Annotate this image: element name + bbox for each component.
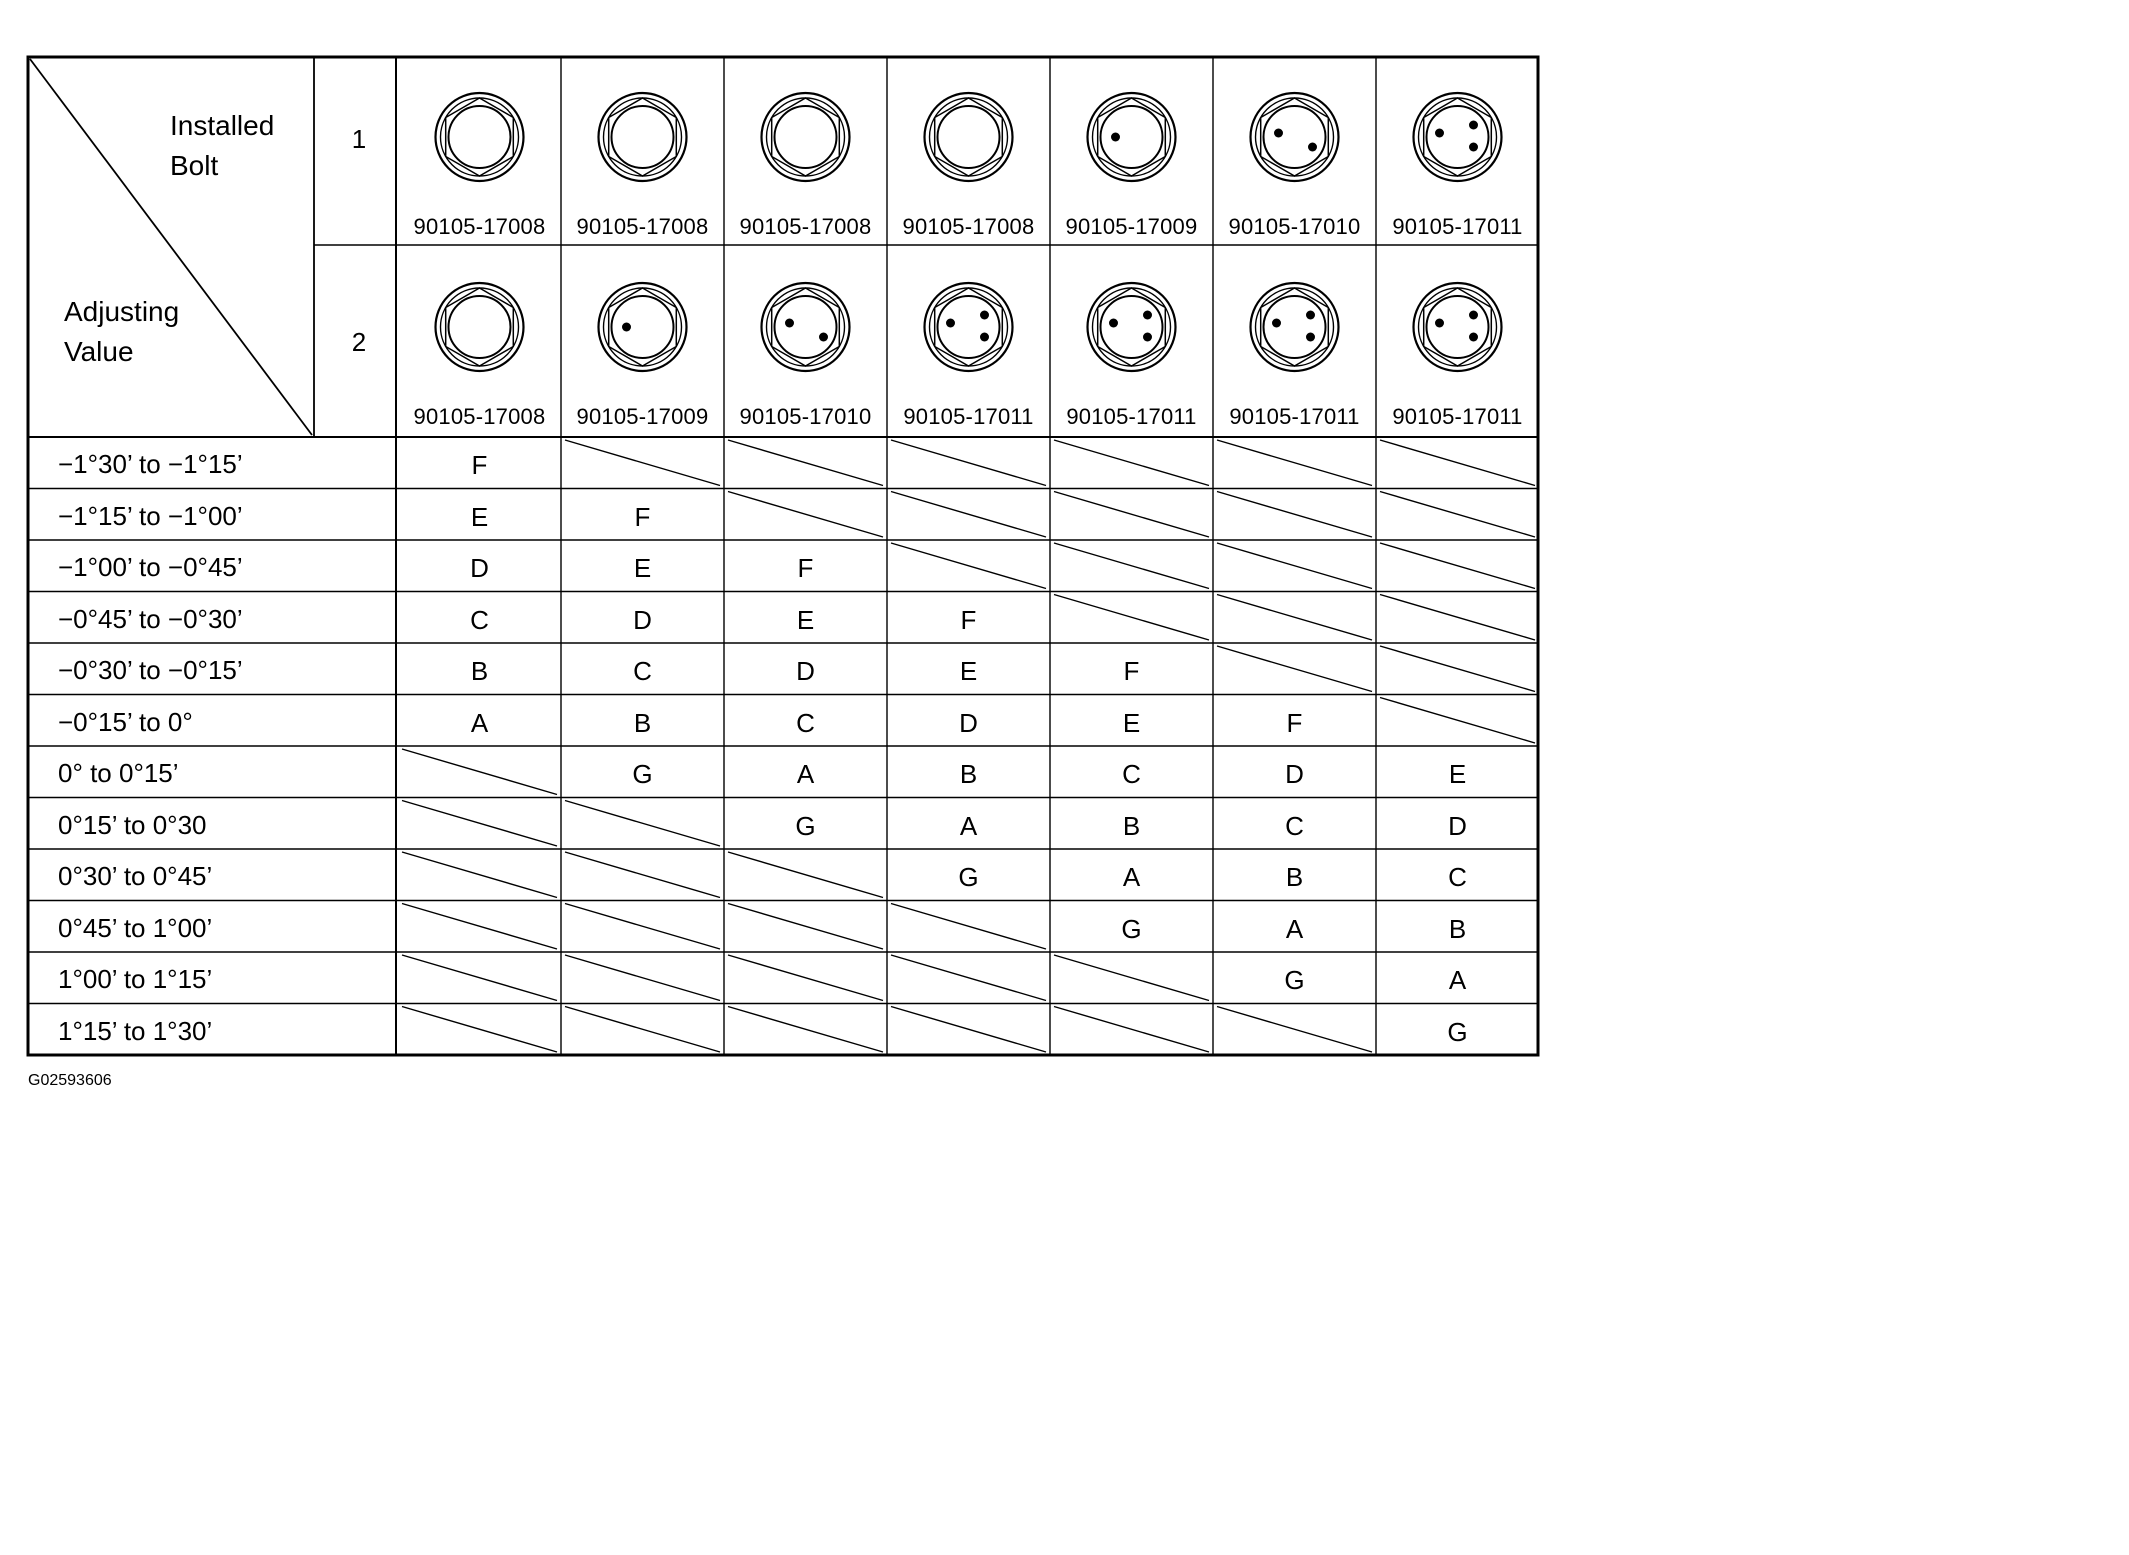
grade-cell: G [1447,1016,1468,1047]
grade-cell: F [471,450,488,480]
not-applicable-slash [1380,595,1535,641]
grade-cell: E [1448,759,1467,789]
not-applicable-slash [728,955,883,1001]
bolt-1-5-dot-1 [1111,133,1120,142]
bolt-2-3-dot-2 [819,333,828,342]
grade-cell: C [1122,759,1141,789]
not-applicable-slash [891,955,1046,1001]
grade-cell: C [1285,810,1304,841]
not-applicable-slash [891,543,1046,589]
not-applicable-slash [402,955,557,1001]
adjust-range-label: 1°15’ to 1°30’ [58,1015,213,1046]
adjust-range-label: −0°30’ to −0°15’ [58,655,243,685]
not-applicable-slash [1054,440,1209,486]
part-number-2-4: 90105-17011 [903,404,1034,429]
bolt-2-4-dot-2 [980,311,989,320]
bolt-1-1-shank-circle [449,106,511,168]
grade-cell: A [1122,862,1141,892]
bolt-2-4-shank-circle [938,296,1000,358]
not-applicable-slash [1380,543,1535,589]
bolt-1-7-shank-circle [1427,106,1489,168]
grade-cell: A [470,707,489,738]
not-applicable-slash [728,492,883,538]
adjust-range-label: −1°00’ to −0°45’ [58,552,243,582]
not-applicable-slash [402,801,557,847]
not-applicable-slash [1054,595,1209,641]
part-number-1-2: 90105-17008 [576,214,709,239]
not-applicable-slash [1217,646,1372,692]
bolt-2-1-shank-circle [449,296,511,358]
adjust-range-label: −0°45’ to −0°30’ [58,603,243,634]
grade-cell: D [959,707,978,738]
grade-cell: F [1123,656,1140,686]
grade-cell: D [1285,759,1304,789]
grade-cell: C [1448,862,1467,892]
bolt-2-5-hex-head [1098,288,1166,366]
not-applicable-slash [565,1007,720,1053]
grade-cell: E [470,501,489,532]
not-applicable-slash [402,904,557,950]
bolt-2-4-inner-ring [930,288,1008,366]
bolt-1-5-shank-circle [1101,106,1163,168]
adjust-range-label: 0°45’ to 1°00’ [58,912,213,943]
bolt-2-3-dot-1 [785,319,794,328]
installed-label-line1: Installed [170,110,275,141]
not-applicable-slash [1217,1007,1372,1053]
not-applicable-slash [565,440,720,486]
grade-cell: G [1121,913,1142,944]
bolt-1-6-hex-head [1261,98,1329,176]
not-applicable-slash [565,801,720,847]
bolt-1-5-inner-ring [1093,98,1171,176]
bolt-2-3-hex-head [772,288,840,366]
bolt-2-5-inner-ring [1093,288,1171,366]
grade-cell: E [796,604,815,635]
adjusting-value-label [64,292,179,372]
not-applicable-slash [565,852,720,898]
figure-id: G02593606 [28,1072,112,1089]
part-number-1-6: 90105-17010 [1228,214,1361,239]
bolt-1-2-shank-circle [612,106,674,168]
grade-cell: D [1448,810,1467,841]
installed-bolt-label [170,106,274,186]
not-applicable-slash [402,749,557,795]
grade-cell: D [470,553,489,583]
bolt-1-6-dot-2 [1308,143,1317,152]
bolt-row-2-number: 2 [351,327,367,357]
not-applicable-slash [1380,646,1535,692]
not-applicable-slash [1054,543,1209,589]
bolt-1-7-hex-head [1424,98,1492,176]
bolt-1-3-inner-ring [767,98,845,176]
not-applicable-slash [565,904,720,950]
bolt-2-2-shank-circle [612,296,674,358]
not-applicable-slash [891,904,1046,950]
part-number-1-4: 90105-17008 [902,214,1035,239]
bolt-2-6-dot-1 [1272,319,1281,328]
bolt-1-1-inner-ring [441,98,519,176]
part-number-2-3: 90105-17010 [739,404,872,429]
not-applicable-slash [1054,955,1209,1001]
not-applicable-slash [728,904,883,950]
bolt-2-1-hex-head [446,288,514,366]
bolt-2-6-inner-ring [1256,288,1334,366]
bolt-1-3-hex-head [772,98,840,176]
adjust-range-label: 0°15’ to 0°30 [58,809,207,840]
adjust-range-label: 1°00’ to 1°15’ [58,964,213,994]
grade-cell: F [1286,707,1303,738]
bolt-2-2-dot-1 [622,323,631,332]
table-border [28,57,1538,1055]
bolt-2-5-shank-circle [1101,296,1163,358]
bolt-2-7-hex-head [1424,288,1492,366]
part-number-2-2: 90105-17009 [576,404,709,429]
part-number-1-1: 90105-17008 [413,214,546,239]
bolt-2-1-inner-ring [441,288,519,366]
grade-cell: G [958,862,979,892]
adjust-range-label: −1°15’ to −1°00’ [58,500,243,531]
bolt-1-2-hex-head [609,98,677,176]
grade-cell: E [959,656,978,686]
bolt-2-7-dot-1 [1435,319,1444,328]
bolt-2-2-inner-ring [604,288,682,366]
not-applicable-slash [1217,440,1372,486]
bolt-2-7-shank-circle [1427,296,1489,358]
bolt-2-5-dot-2 [1143,311,1152,320]
grade-cell: B [633,707,652,738]
bolt-2-2-hex-head [609,288,677,366]
not-applicable-slash [1380,492,1535,538]
bolt-2-7-dot-3 [1469,333,1478,342]
grade-cell: A [796,759,815,789]
bolt-1-1-hex-head [446,98,514,176]
grade-cell: C [796,707,815,738]
bolt-2-3-shank-circle [775,296,837,358]
grade-cell: B [959,759,978,789]
grade-cell: F [960,604,977,635]
part-number-1-7: 90105-17011 [1392,214,1523,239]
bolt-1-6-dot-1 [1274,129,1283,138]
bolt-1-6-inner-ring [1256,98,1334,176]
bolt-2-3-inner-ring [767,288,845,366]
part-number-1-5: 90105-17009 [1065,214,1198,239]
bolt-1-7-dot-3 [1469,143,1478,152]
bolt-1-7-inner-ring [1419,98,1497,176]
grade-cell: F [797,553,814,583]
bolt-1-5-hex-head [1098,98,1166,176]
grade-cell: F [634,501,651,532]
part-number-2-6: 90105-17011 [1229,404,1360,429]
grade-cell: G [795,810,816,841]
installed-label-line2: Bolt [170,150,219,181]
not-applicable-slash [728,1007,883,1053]
adjust-range-label: 0°30’ to 0°45’ [58,861,213,891]
grade-cell: A [1448,965,1467,995]
grade-cell: E [633,553,652,583]
bolt-1-4-hex-head [935,98,1003,176]
not-applicable-slash [1054,492,1209,538]
bolt-2-7-inner-ring [1419,288,1497,366]
grade-cell: A [959,810,978,841]
not-applicable-slash [728,440,883,486]
grade-cell: E [1122,707,1141,738]
not-applicable-slash [402,852,557,898]
part-number-2-5: 90105-17011 [1066,404,1197,429]
bolt-1-7-dot-1 [1435,129,1444,138]
part-number-2-1: 90105-17008 [413,404,546,429]
not-applicable-slash [728,852,883,898]
adjust-range-label: −0°15’ to 0° [58,706,193,737]
bolt-2-6-dot-2 [1306,311,1315,320]
bolt-2-5-dot-1 [1109,319,1118,328]
bolt-2-6-shank-circle [1264,296,1326,358]
bolt-1-3-shank-circle [775,106,837,168]
not-applicable-slash [891,492,1046,538]
grade-cell: C [633,656,652,686]
grade-cell: B [1285,862,1304,892]
adjust-range-label: −1°30’ to −1°15’ [58,449,243,479]
grade-cell: C [470,604,489,635]
bolt-2-6-dot-3 [1306,333,1315,342]
adjusting-label-line2: Value [64,336,134,367]
bolt-1-4-shank-circle [938,106,1000,168]
bolt-2-4-dot-3 [980,333,989,342]
not-applicable-slash [402,1007,557,1053]
grade-cell: D [796,656,815,686]
not-applicable-slash [1380,440,1535,486]
not-applicable-slash [565,955,720,1001]
adjusting-label-line1: Adjusting [64,296,180,327]
grade-cell: G [632,759,653,789]
bolt-1-6-shank-circle [1264,106,1326,168]
grade-cell: B [1448,913,1467,944]
grade-cell: D [633,604,652,635]
not-applicable-slash [1380,698,1535,744]
bolt-2-4-hex-head [935,288,1003,366]
not-applicable-slash [891,440,1046,486]
grade-cell: G [1284,965,1305,995]
bolt-2-7-dot-2 [1469,311,1478,320]
not-applicable-slash [891,1007,1046,1053]
bolt-2-5-dot-3 [1143,333,1152,342]
bolt-2-6-hex-head [1261,288,1329,366]
bolt-row-1-number: 1 [351,124,367,154]
bolt-1-7-dot-2 [1469,121,1478,130]
not-applicable-slash [1217,595,1372,641]
bolt-2-4-dot-1 [946,319,955,328]
bolt-1-2-inner-ring [604,98,682,176]
not-applicable-slash [1217,492,1372,538]
not-applicable-slash [1217,543,1372,589]
bolt-1-4-inner-ring [930,98,1008,176]
grade-cell: B [1122,810,1141,841]
grade-cell: B [470,656,489,686]
part-number-2-7: 90105-17011 [1392,404,1523,429]
adjust-range-label: 0° to 0°15’ [58,758,179,788]
not-applicable-slash [1054,1007,1209,1053]
grade-cell: A [1285,913,1304,944]
part-number-1-3: 90105-17008 [739,214,872,239]
